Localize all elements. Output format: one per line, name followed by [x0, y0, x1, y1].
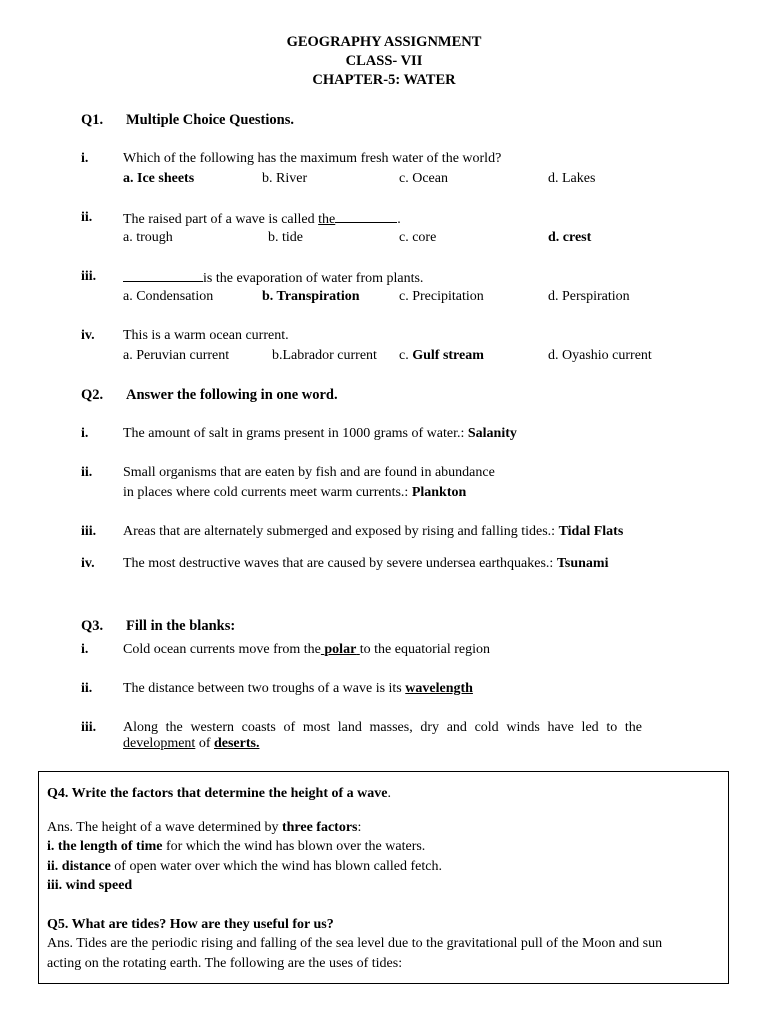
q1-iii-option-d: d. Perspiration: [548, 289, 630, 304]
assignment-title: GEOGRAPHY ASSIGNMENT: [286, 34, 482, 50]
q2-i-answer: Salanity: [467, 426, 517, 441]
q4-f2-post: of open water over which the wind has blown called fetch.: [110, 859, 443, 874]
q4-title-text: Q4. Write the factors that determine the height of a wave: [47, 786, 388, 801]
q1-iii-question-text: is the evaporation of water from plants.: [203, 271, 424, 286]
q1-iii-question: [123, 269, 423, 287]
q2-iv-answer: Tsunami: [556, 556, 609, 571]
q4-f1-bold: the length of time: [57, 839, 163, 854]
chapter-title: CHAPTER-5: WATER: [312, 72, 456, 88]
q4-factor-1: [47, 839, 425, 855]
q3-ii-pre: The distance between two troughs of a wave is its: [123, 681, 406, 696]
q1-i-option-c: c. Ocean: [399, 171, 448, 186]
q3-title: Fill in the blanks:: [126, 618, 236, 634]
q1-ii-number: ii.: [81, 210, 93, 225]
q2-i-question: [123, 426, 517, 442]
q3-ii-answer: wavelength: [405, 681, 473, 696]
q4-f1-post: for which the wind has blown over the waters.: [162, 839, 426, 854]
q3-ii-number: ii.: [81, 681, 93, 696]
q1-ii-option-c: c. core: [399, 230, 437, 245]
q2-iii-number: iii.: [81, 524, 97, 539]
q1-iv-option-c: [399, 348, 484, 364]
q1-ii-question-the: the: [318, 212, 336, 227]
q1-iii-option-c: c. Precipitation: [399, 289, 484, 304]
q2-i-text: The amount of salt in grams present in 1000 grams of water.:: [123, 426, 468, 441]
q4-answer-intro: [47, 820, 361, 836]
q1-iv-option-b: b.Labrador current: [272, 348, 377, 363]
q4-ans-pre: Ans. The height of a wave determined by: [47, 820, 282, 835]
q3-i-post: to the equatorial region: [359, 642, 491, 657]
q1-iii-blank: [123, 269, 203, 282]
q4-title: [47, 786, 391, 802]
q5-answer-line2: acting on the rotating earth. The following are the uses of tides:: [47, 956, 403, 971]
q2-iv-number: iv.: [81, 556, 95, 571]
q1-iv-number: iv.: [81, 328, 95, 343]
q2-iv-question: [123, 556, 608, 572]
q1-i-option-d: d. Lakes: [548, 171, 596, 186]
q4-ans-post: :: [357, 820, 362, 835]
q5-title: Q5. What are tides? How are they useful for us?: [47, 917, 334, 932]
q4-factor-2: [47, 859, 442, 875]
q3-i-sentence: [123, 642, 490, 658]
q2-ii-question-line1: Small organisms that are eaten by fish and are found in abundance: [123, 465, 495, 480]
q1-i-question: Which of the following has the maximum fresh water of the world?: [123, 151, 502, 166]
q2-title: Answer the following in one word.: [126, 387, 338, 403]
q2-ii-number: ii.: [81, 465, 93, 480]
q1-ii-option-d: d. crest: [548, 230, 592, 245]
q3-i-number: i.: [81, 642, 89, 657]
q1-iii-option-a: a. Condensation: [123, 289, 214, 304]
q1-ii-option-b: b. tide: [268, 230, 303, 245]
q2-ii-question-line2: [123, 485, 466, 501]
q2-ii-answer: Plankton: [411, 485, 467, 500]
q1-i-option-b: b. River: [262, 171, 308, 186]
q2-iii-question: [123, 524, 623, 540]
q1-iv-option-c-prefix: c.: [399, 348, 409, 363]
q3-i-answer: polar: [324, 642, 357, 657]
q5-answer-line1: Ans. Tides are the periodic rising and falling of the sea level due to the gravitational pull of the Moon and sun: [47, 936, 663, 951]
q1-i-option-a: a. Ice sheets: [123, 171, 195, 186]
q1-iv-option-d: d. Oyashio current: [548, 348, 652, 363]
q3-iii-answer: deserts.: [213, 736, 260, 751]
q3-iii-mid: of: [195, 736, 214, 751]
q2-iii-answer: Tidal Flats: [558, 524, 624, 539]
q3-iii-number: iii.: [81, 720, 97, 735]
q3-i-answer-wrap: [321, 642, 360, 657]
q2-iii-text: Areas that are alternately submerged and exposed by rising and falling tides.:: [123, 524, 559, 539]
q1-iv-option-a: a. Peruvian current: [123, 348, 230, 363]
q2-i-number: i.: [81, 426, 89, 441]
q3-i-pre: Cold ocean currents move from the: [123, 642, 321, 657]
q1-number: Q1.: [81, 112, 104, 128]
q3-iii-line2: [123, 736, 259, 752]
q1-i-number: i.: [81, 151, 89, 166]
q1-ii-option-a: a. trough: [123, 230, 173, 245]
q1-iii-number: iii.: [81, 269, 97, 284]
q2-number: Q2.: [81, 387, 104, 403]
q4-factor-3: iii. wind speed: [47, 878, 133, 893]
q3-iii-line1: Along the western coasts of most land masses, dry and cold winds have led to the: [123, 720, 642, 735]
q1-ii-blank: [335, 210, 397, 223]
answer-box: [38, 771, 729, 984]
q1-title: Multiple Choice Questions.: [126, 112, 294, 128]
q2-ii-text2: in places where cold currents meet warm currents.:: [123, 485, 412, 500]
class-label: CLASS- VII: [345, 53, 423, 69]
q3-number: Q3.: [81, 618, 104, 634]
q1-ii-question: [123, 210, 401, 228]
q1-ii-question-text: The raised part of a wave is called: [123, 212, 319, 227]
q1-iv-option-c-text: Gulf stream: [412, 348, 484, 363]
q1-ii-question-end: .: [397, 212, 401, 227]
q1-iii-option-b: b. Transpiration: [262, 289, 360, 304]
q4-ans-bold: three factors: [281, 820, 358, 835]
q2-iv-text: The most destructive waves that are caused by severe undersea earthquakes.:: [123, 556, 557, 571]
q3-ii-sentence: [123, 681, 473, 697]
q3-iii-pre2: development: [123, 736, 196, 751]
q4-f2-bold: ii. distance: [47, 859, 111, 874]
q4-title-end: .: [387, 786, 391, 801]
q1-iv-question: This is a warm ocean current.: [123, 328, 289, 343]
q4-f1-pre: i.: [47, 839, 58, 854]
